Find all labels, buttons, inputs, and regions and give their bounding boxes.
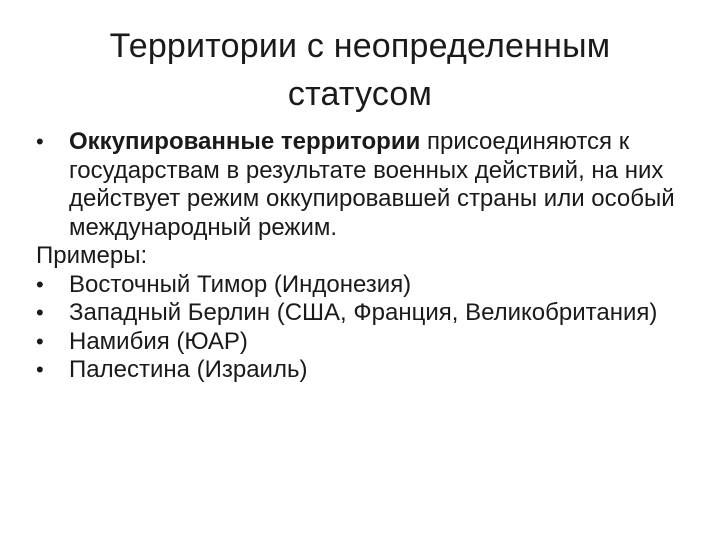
bullet-icon: • bbox=[36, 357, 44, 382]
example-text: Намибия (ЮАР) bbox=[69, 327, 248, 355]
intro-bullet-item bbox=[36, 128, 686, 242]
example-text: Палестина (Израиль) bbox=[69, 356, 308, 383]
intro-bold-term: Оккупированные территории bbox=[69, 128, 421, 155]
slide-title-line-2: статусом bbox=[287, 75, 433, 113]
bullet-icon: • bbox=[36, 271, 44, 297]
examples-label: Примеры: bbox=[36, 242, 148, 269]
example-item bbox=[36, 271, 686, 300]
bullet-icon: • bbox=[36, 129, 44, 154]
example-item bbox=[36, 328, 686, 357]
intro-description: присоединяются к государствам в результате военных действий, на них действует режим оккупировавшей страны или особый международный режим. bbox=[69, 128, 675, 241]
slide-body bbox=[36, 128, 686, 385]
example-text: Западный Берлин (США, Франция, Великобритания) bbox=[69, 299, 658, 326]
example-text: Восточный Тимор (Индонезия) bbox=[69, 270, 412, 298]
bullet-icon: • bbox=[36, 328, 44, 354]
bullet-icon: • bbox=[36, 300, 44, 325]
slide-title bbox=[36, 22, 684, 118]
example-item bbox=[36, 356, 686, 385]
slide-title-line-1: Территории с неопределенным bbox=[109, 27, 611, 65]
example-item bbox=[36, 299, 686, 328]
